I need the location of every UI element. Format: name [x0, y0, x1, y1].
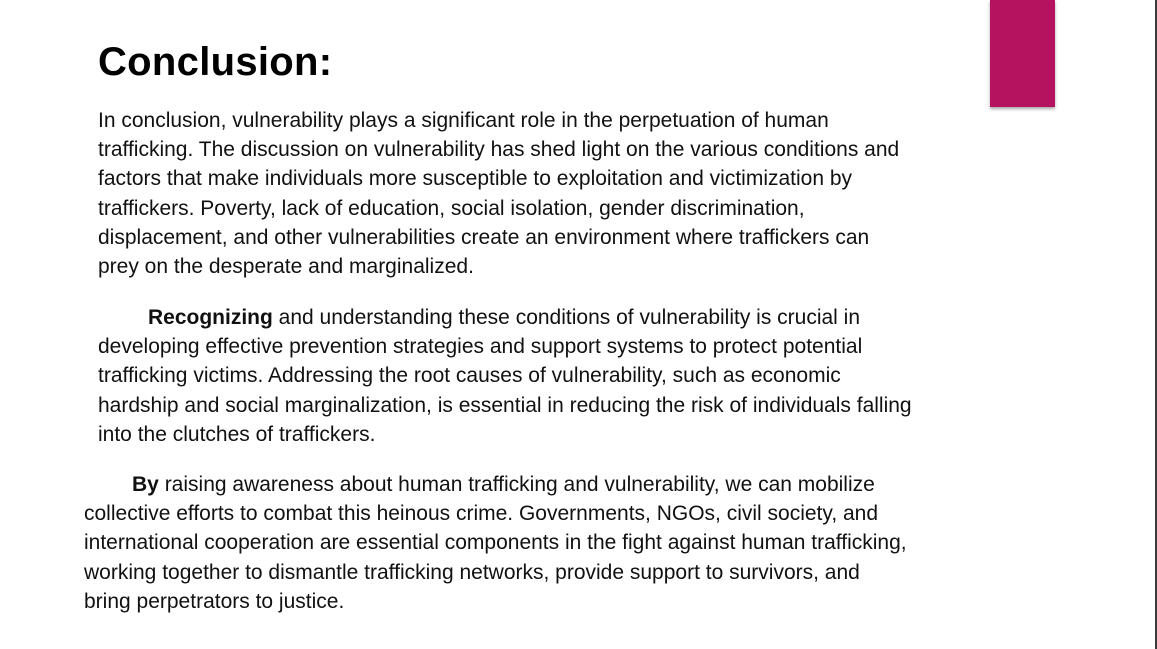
paragraph-line: working together to dismantle trafficking networks, provide support to survivors, and	[84, 560, 860, 584]
paragraph-line: traffickers. Poverty, lack of education, social isolation, gender discrimination,	[98, 196, 805, 220]
paragraph-line: international cooperation are essential components in the fight against human trafficking,	[84, 531, 907, 555]
paragraph-line: developing effective prevention strategies and support systems to protect potential	[98, 335, 863, 359]
paragraph-line: bring perpetrators to justice.	[84, 589, 345, 613]
paragraph-1	[98, 106, 899, 281]
paragraph-line: collective efforts to combat this heinous crime. Governments, NGOs, civil society, and	[84, 502, 879, 526]
paragraph-line: hardship and social marginalization, is essential in reducing the risk of individuals falling	[98, 393, 912, 417]
paragraph-3	[84, 470, 907, 616]
paragraph-first-line	[98, 303, 912, 332]
paragraph-first-line	[84, 470, 907, 499]
accent-bar	[990, 0, 1055, 107]
lead-bold-word: By	[132, 473, 159, 496]
paragraph-line: displacement, and other vulnerabilities create an environment where traffickers can	[98, 225, 870, 249]
paragraph-line: trafficking victims. Addressing the root causes of vulnerability, such as economic	[98, 364, 841, 388]
slide-title: Conclusion:	[98, 40, 333, 84]
paragraph-line: factors that make individuals more susceptible to exploitation and victimization by	[98, 167, 853, 191]
paragraph-line: prey on the desperate and marginalized.	[98, 255, 474, 279]
paragraph-2	[98, 303, 912, 449]
paragraph-line-text: raising awareness about human trafficking and vulnerability, we can mobilize	[158, 473, 875, 496]
paragraph-line: into the clutches of traffickers.	[98, 422, 376, 446]
paragraph-line-text: and understanding these conditions of vulnerability is crucial in	[272, 306, 861, 329]
paragraph-line: trafficking. The discussion on vulnerability has shed light on the various conditions and	[98, 138, 900, 162]
lead-bold-word: Recognizing	[148, 306, 273, 329]
paragraph-line: In conclusion, vulnerability plays a significant role in the perpetuation of human	[98, 109, 829, 132]
